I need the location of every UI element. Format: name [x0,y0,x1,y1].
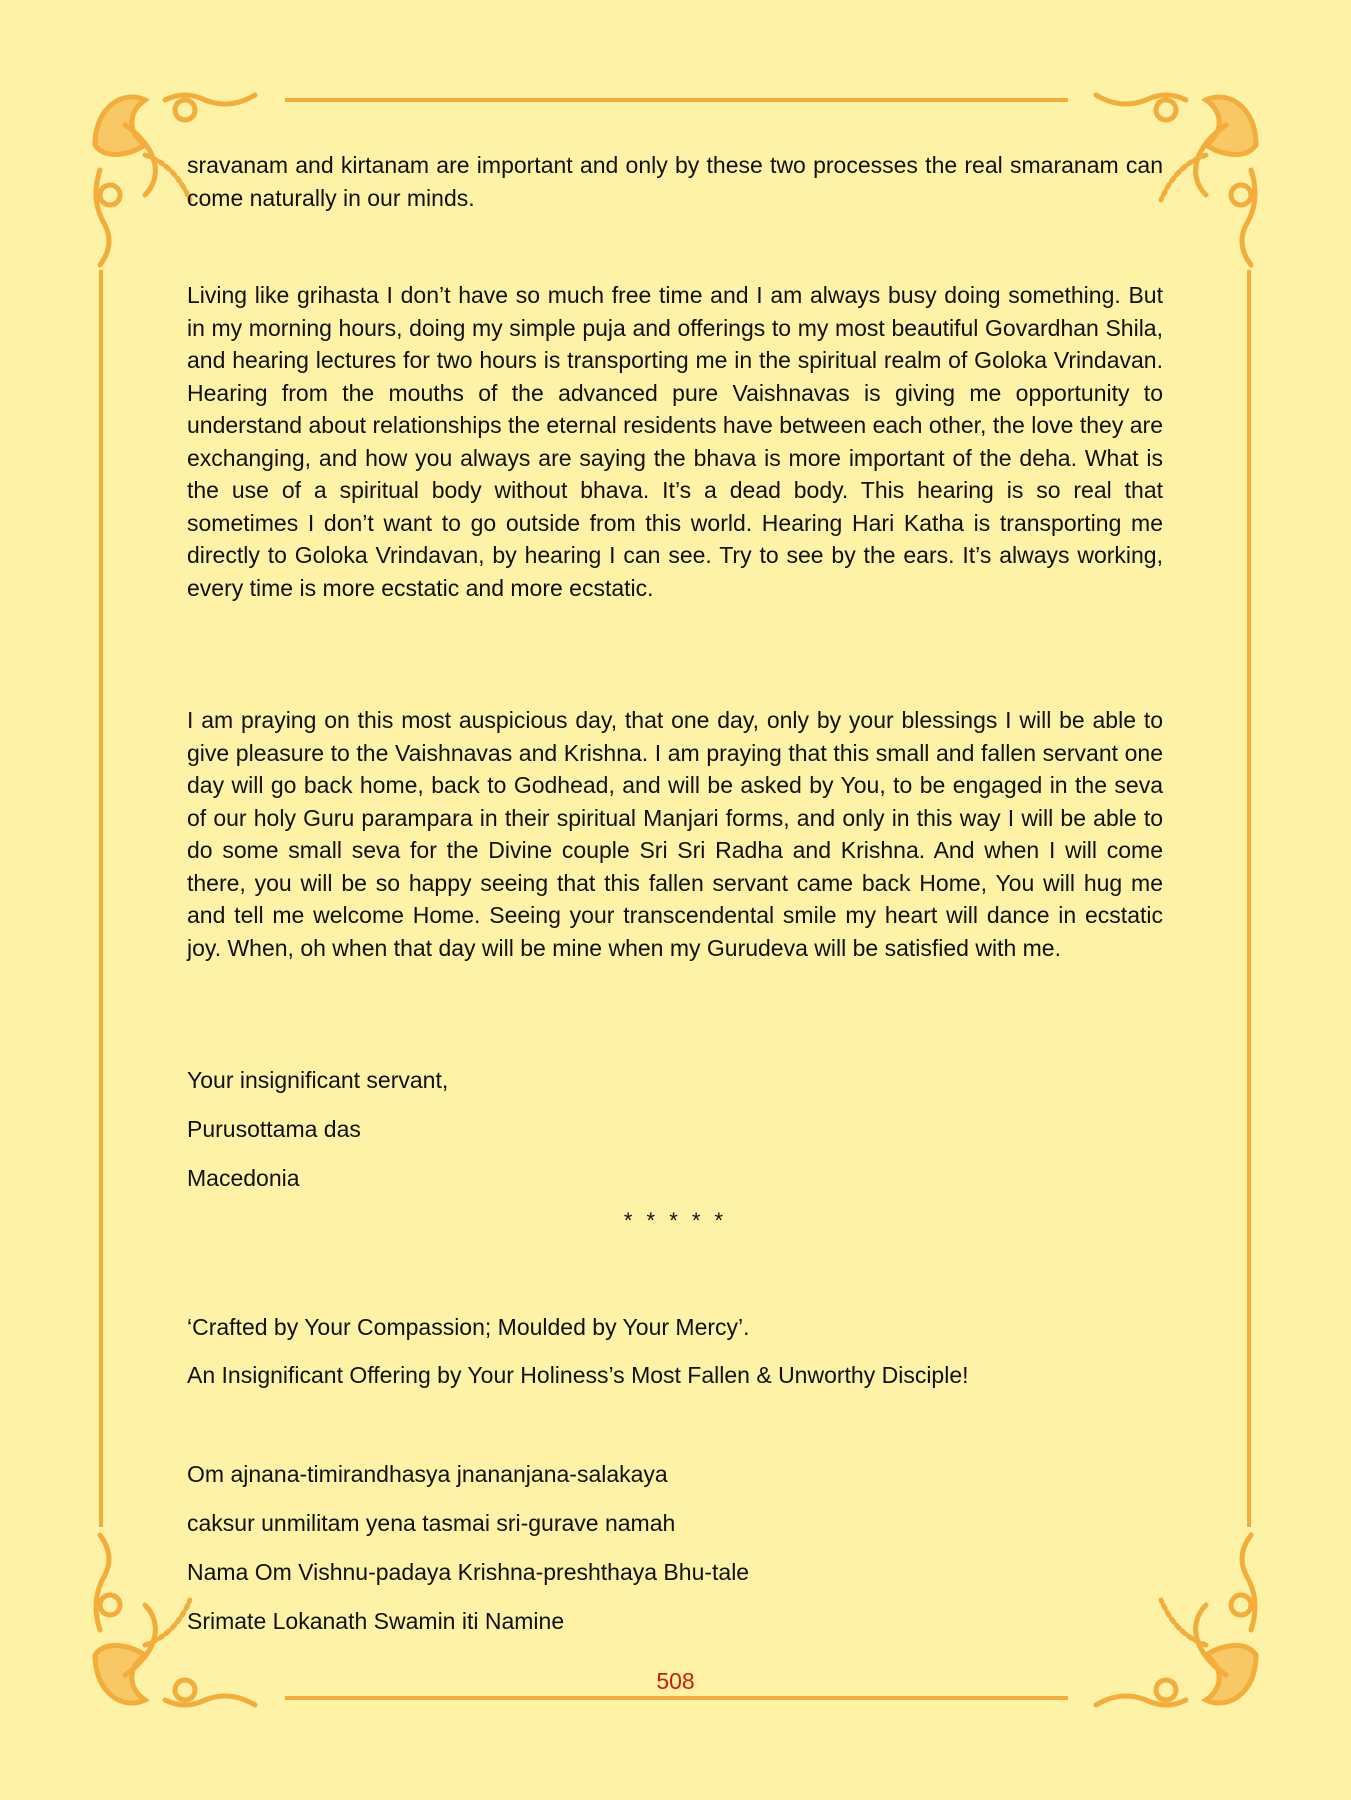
prayer-line: Srimate Lokanath Swamin iti Namine [187,1608,565,1634]
separator: * * * * * [623,1208,728,1233]
signature-place: Macedonia [187,1165,300,1191]
signature-name: Purusottama das [187,1116,361,1142]
offering-title: ‘Crafted by Your Compassion; Moulded by Your Mercy’. [187,1314,750,1340]
prayer-line: caksur unmilitam yena tasmai sri-gurave namah [187,1510,676,1536]
signature-closing: Your insignificant servant, [187,1067,449,1093]
paragraph-3: I am praying on this most auspicious day, that one day, only by your blessings I will be able to give pleasure to the Vaishnavas and Krishna. I am praying that this small and fallen servant one day will go back home, back to Godhead, and will be asked by You, to be engaged in the seva of our holy Guru parampara in their spiritual Manjari forms, and only in this way I will be able to do some small seva for the Divine couple Sri Sri Radha and Krishna. And when I will come there, you will be so happy seeing that this fallen servant came back Home, You will hug me and tell me welcome Home. Seeing your transcendental smile my heart will dance in ecstatic joy. When, oh when that day will be mine when my Gurudeva will be satisfied with me. [187,707,1163,961]
page-number: 508 [656,1668,695,1694]
border-bottom-line [285,1696,1068,1700]
prayer-line: Nama Om Vishnu-padaya Krishna-preshthaya Bhu-tale [187,1559,750,1585]
prayer-line: Om ajnana-timirandhasya jnananjana-salakaya [187,1461,668,1487]
border-right-line [1247,270,1251,1527]
border-top-line [285,98,1068,102]
border-left-line [99,270,103,1527]
paragraph-1: sravanam and kirtanam are important and only by these two processes the real smaranam can come naturally in our minds. [187,152,1163,211]
paragraph-2: Living like grihasta I don’t have so much free time and I am always busy doing something. But in my morning hours, doing my simple puja and offerings to my most beautiful Govardhan Shila, and hearing lectures for two hours is transporting me in the spiritual realm of Goloka Vrindavan. Hearing from the mouths of the advanced pure Vaishnavas is giving me opportunity to understand about relationships the eternal residents have between each other, the love they are exchanging, and how you always are saying the bhava is more important of the deha. What is the use of a spiritual body without bhava. It’s a dead body. This hearing is so real that sometimes I don’t want to go outside from this world. Hearing Hari Katha is transporting me directly to Goloka Vrindavan, by hearing I can see. Try to see by the ears. It’s always working, every time is more ecstatic and more ecstatic. [187,282,1163,601]
offering-subtitle: An Insignificant Offering by Your Holiness’s Most Fallen & Unworthy Disciple! [187,1362,969,1388]
